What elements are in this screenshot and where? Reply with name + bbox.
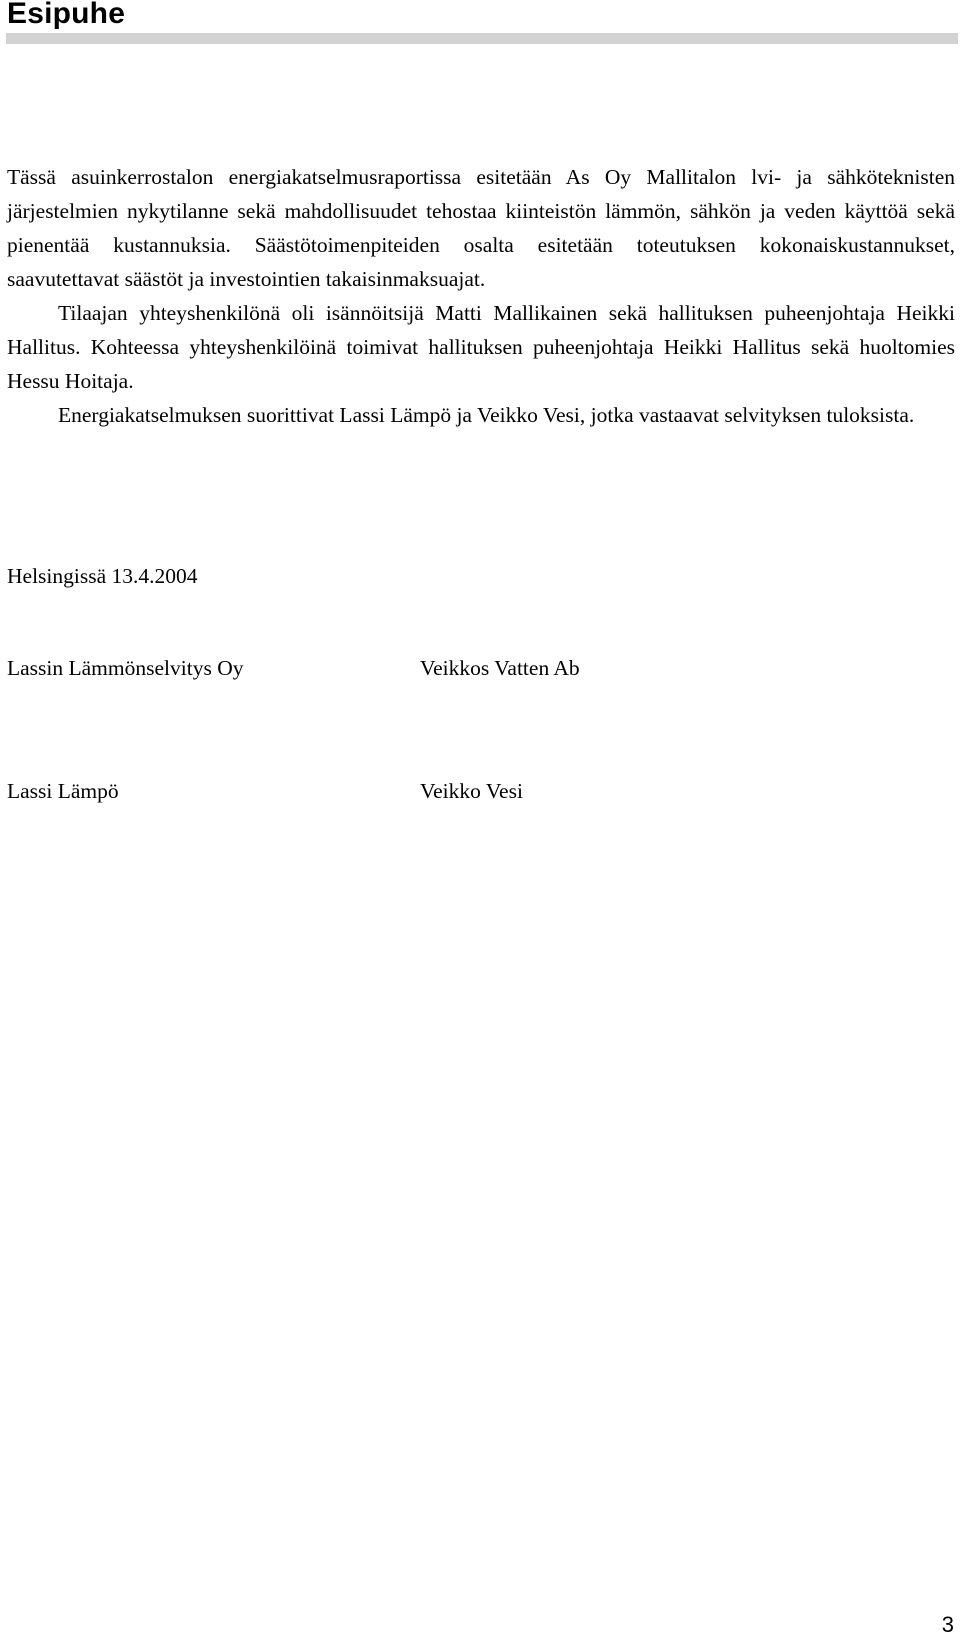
signature-person-2: Veikko Vesi [420, 779, 523, 803]
page-title: Esipuhe [7, 0, 126, 30]
paragraph-introduction: Tässä asuinkerrostalon energiakatselmusraportissa esitetään As Oy Mallitalon lvi- ja sähköteknisten järjestelmien nykytilanne sekä mahdollisuudet tehostaa kiinteistön lämmön, sähkön ja veden käyttöä sekä pienentää kustannuksia. Säästötoimenpiteiden osalta esitetään toteutuksen kokonaiskustannukset, saavutettavat säästöt ja investointien takaisinmaksuajat. [7, 165, 955, 291]
place-and-date: Helsingissä 13.4.2004 [7, 564, 198, 588]
page-number: 3 [941, 1612, 954, 1637]
signature-company-2: Veikkos Vatten Ab [420, 656, 580, 680]
paragraph-contacts: Tilaajan yhteyshenkilönä oli isännöitsijä Matti Mallikainen sekä hallituksen puheenjohtaja Heikki Hallitus. Kohteessa yhteyshenkilöinä toimivat hallituksen puheenjohtaja Heikki Hallitus sekä huoltomies Hessu Hoitaja. [7, 301, 955, 393]
signature-person-1: Lassi Lämpö [7, 779, 119, 803]
title-underline-bar [6, 33, 958, 44]
signature-company-1: Lassin Lämmönselvitys Oy [7, 656, 244, 680]
preface-body [7, 160, 955, 432]
paragraph-auditors: Energiakatselmuksen suorittivat Lassi Lämpö ja Veikko Vesi, jotka vastaavat selvityksen tuloksista. [58, 403, 915, 427]
